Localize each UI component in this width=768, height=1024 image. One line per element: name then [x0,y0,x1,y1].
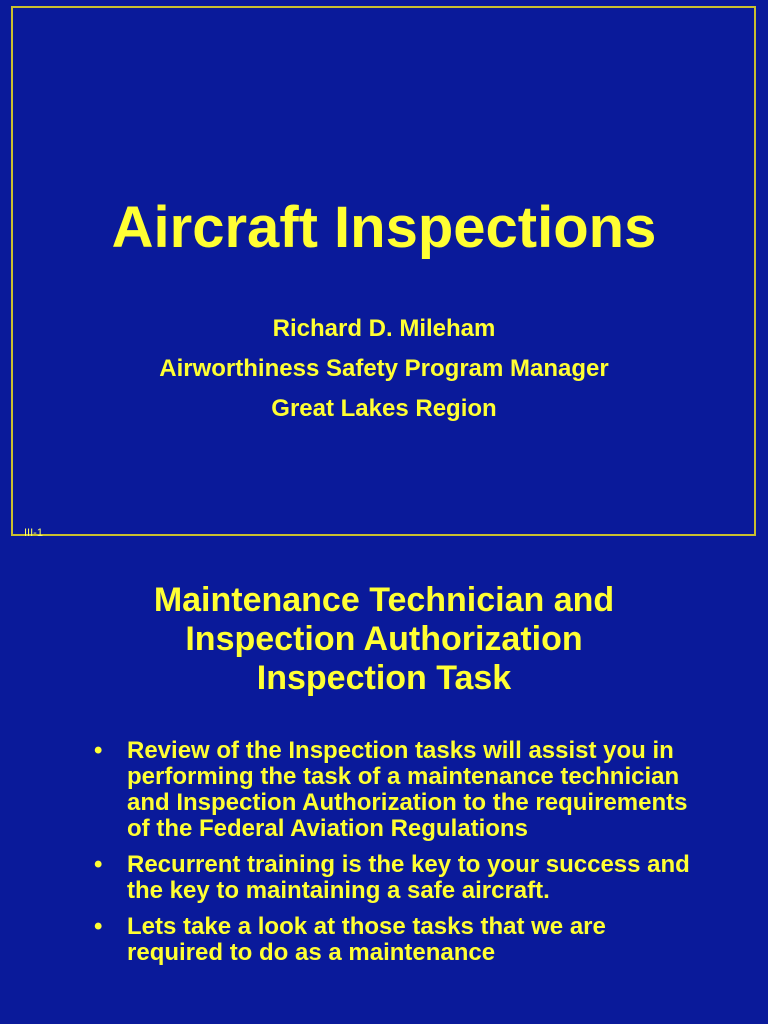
slide-2-title-line-2: Inspection Authorization [185,620,583,658]
presenter-info [0,309,768,429]
slide-2-title-line-1: Maintenance Technician and [153,581,615,619]
presenter-role: Airworthiness Safety Program Manager [159,355,609,382]
slide-number: III-1 [24,527,43,539]
slide-2-title-line-3: Inspection Task [256,659,512,697]
slide-2 [0,548,768,1024]
bullet-icon: • [94,851,103,878]
slide-frame [11,6,756,536]
bullet-text: Recurrent training is the key to your success and the key to maintaining a safe aircraft. [127,851,690,904]
bullet-icon: • [94,913,103,940]
presenter-name: Richard D. Mileham [272,315,496,342]
bullet-list [92,738,692,976]
bullet-item [92,738,692,842]
bullet-text: Review of the Inspection tasks will assist you in performing the task of a maintenance technician and Inspection Authorization to the requirements of the Federal Aviation Regulations [127,737,688,842]
bullet-text: Lets take a look at those tasks that we are required to do as a maintenance [127,913,606,966]
slide-2-title [0,581,768,698]
bullet-item [92,914,692,966]
bullet-icon: • [94,737,103,764]
presenter-region: Great Lakes Region [271,395,497,422]
bullet-item [92,852,692,904]
slide-1-title: Aircraft Inspections [111,195,657,260]
